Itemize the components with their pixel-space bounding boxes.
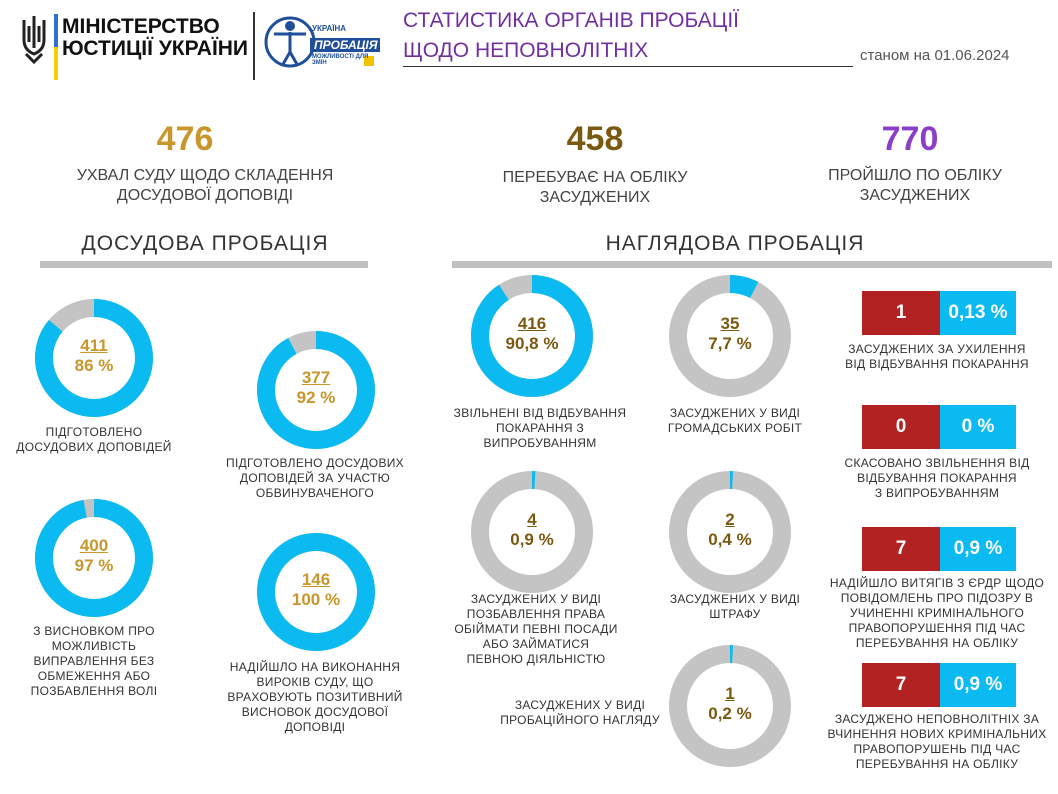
stat-box-count: 7 bbox=[862, 663, 940, 707]
pretrial-donut-percent: 97 % bbox=[74, 556, 114, 575]
supervisory-donut-percent: 0,2 % bbox=[708, 704, 752, 723]
total-registered-caption: ПЕРЕБУВАЄ НА ОБЛІКУ ЗАСУДЖЕНИХ bbox=[502, 169, 688, 206]
supervisory-donut-label-3 bbox=[680, 510, 780, 550]
ministry-name: МІНІСТЕРСТВО ЮСТИЦІЇ УКРАЇНИ bbox=[62, 15, 249, 60]
stat-box-caption-0: ЗАСУДЖЕНИХ ЗА УХИЛЕННЯ ВІД ВІДБУВАННЯ ПОКАРАННЯ bbox=[845, 342, 1029, 371]
probation-logo-l1: УКРАЇНА bbox=[312, 24, 347, 33]
pretrial-donut-caption-2: З ВИСНОВКОМ ПРО МОЖЛИВІСТЬ ВИПРАВЛЕННЯ БЕЗ ОБМЕЖЕННЯ АБО ПОЗБАВЛЕННЯ ВОЛІ bbox=[30, 624, 158, 698]
pretrial-donut-percent: 92 % bbox=[296, 388, 336, 407]
stat-box-1 bbox=[862, 405, 1016, 449]
stat-box-caption-2: НАДІЙШЛО ВИТЯГІВ З ЄРДР ЩОДО ПОВІДОМЛЕНЬ ПРО ПІДОЗРУ В УЧИНЕННІ КРИМІНАЛЬНОГО ПРАВОПОРУШЕННЯ ПІД ЧАС ПЕРЕБУВАННЯ НА ОБЛІКУ bbox=[829, 576, 1045, 650]
supervisory-donut-percent: 0,9 % bbox=[510, 530, 554, 549]
supervisory-donut-label-0 bbox=[482, 314, 582, 354]
supervisory-donut-caption-4: ЗАСУДЖЕНИХ У ВИДІ ПРОБАЦІЙНОГО НАГЛЯДУ bbox=[500, 698, 660, 727]
stat-box-percent: 0,9 % bbox=[940, 527, 1016, 571]
pretrial-donut-caption-0: ПІДГОТОВЛЕНО ДОСУДОВИХ ДОПОВІДЕЙ bbox=[16, 425, 172, 454]
supervisory-donut-caption-0: ЗВІЛЬНЕНІ ВІД ВІДБУВАННЯ ПОКАРАННЯ З ВИПРОБУВАННЯМ bbox=[453, 406, 627, 450]
stat-box-2 bbox=[862, 527, 1016, 571]
flag-stripe bbox=[54, 14, 58, 80]
supervisory-donut-caption-3: ЗАСУДЖЕНИХ У ВИДІ ШТРАФУ bbox=[669, 592, 801, 621]
supervisory-section-title: НАГЛЯДОВА ПРОБАЦІЯ bbox=[605, 232, 865, 255]
supervisory-donut-label-4 bbox=[680, 684, 780, 724]
supervisory-donut-label-1 bbox=[680, 314, 780, 354]
pretrial-section-bar bbox=[40, 261, 368, 268]
stat-box-caption-3: ЗАСУДЖЕНО НЕПОВНОЛІТНІХ ЗА ВЧИНЕННЯ НОВИХ КРИМІНАЛЬНИХ ПРАВОПОРУШЕНЬ ПІД ЧАС ПЕРЕБУВАННЯ НА ОБЛІКУ bbox=[827, 712, 1047, 771]
title-underline bbox=[403, 66, 853, 67]
probation-logo-l3: МОЖЛИВОСТІ ДЛЯ ЗМІН bbox=[312, 54, 369, 66]
supervisory-donut-caption-2: ЗАСУДЖЕНИХ У ВИДІ ПОЗБАВЛЕННЯ ПРАВА ОБІЙМАТИ ПЕВНІ ПОСАДИ АБО ЗАЙМАТИСЯ ПЕВНОЮ ДІЯЛЬНІСТЮ bbox=[454, 592, 618, 666]
page-title: СТАТИСТИКА ОРГАНІВ ПРОБАЦІЇ ЩОДО НЕПОВНОЛІТНІХ bbox=[403, 9, 740, 62]
pretrial-donut-caption-1: ПІДГОТОВЛЕНО ДОСУДОВИХ ДОПОВІДЕЙ ЗА УЧАСТЮ ОБВИНУВАЧЕНОГО bbox=[226, 456, 404, 500]
total-reports-caption: УХВАЛ СУДУ ЩОДО СКЛАДЕННЯ ДОСУДОВОЇ ДОПОВІДІ bbox=[76, 167, 334, 204]
total-reports-value: 476 bbox=[156, 120, 214, 158]
stat-box-percent: 0,9 % bbox=[940, 663, 1016, 707]
stat-box-count: 7 bbox=[862, 527, 940, 571]
supervisory-donut-count: 1 bbox=[725, 684, 735, 703]
total-passed-caption: ПРОЙШЛО ПО ОБЛІКУ ЗАСУДЖЕНИХ bbox=[828, 167, 1002, 204]
header-divider bbox=[253, 12, 255, 80]
stat-box-3 bbox=[862, 663, 1016, 707]
supervisory-donut-percent: 0,4 % bbox=[708, 530, 752, 549]
pretrial-donut-label-1 bbox=[266, 368, 366, 408]
trident-emblem bbox=[18, 14, 50, 66]
pretrial-donut-label-0 bbox=[44, 336, 144, 376]
stat-box-percent: 0 % bbox=[940, 405, 1016, 449]
stat-box-count: 1 bbox=[862, 291, 940, 335]
pretrial-donut-percent: 86 % bbox=[74, 356, 114, 375]
stat-box-percent: 0,13 % bbox=[940, 291, 1016, 335]
pretrial-donut-caption-3: НАДІЙШЛО НА ВИКОНАННЯ ВИРОКІВ СУДУ, ЩО ВРАХОВУЮТЬ ПОЗИТИВНИЙ ВИСНОВОК ДОСУДОВОЇ ДОПОВІДІ bbox=[227, 660, 403, 734]
stat-box-caption-1: СКАСОВАНО ЗВІЛЬНЕННЯ ВІД ВІДБУВАННЯ ПОКАРАННЯ З ВИПРОБУВАННЯМ bbox=[844, 456, 1030, 500]
report-date: станом на 01.06.2024 bbox=[860, 47, 1010, 64]
stat-box-count: 0 bbox=[862, 405, 940, 449]
supervisory-donut-count: 416 bbox=[517, 314, 547, 333]
pretrial-donut-label-3 bbox=[266, 570, 366, 610]
supervisory-donut-percent: 90,8 % bbox=[505, 334, 559, 353]
pretrial-donut-count: 377 bbox=[301, 368, 331, 387]
stat-box-0 bbox=[862, 291, 1016, 335]
supervisory-donut-count: 2 bbox=[725, 510, 735, 529]
pretrial-section-title: ДОСУДОВА ПРОБАЦІЯ bbox=[81, 232, 329, 255]
probation-logo bbox=[264, 12, 384, 72]
supervisory-donut-count: 35 bbox=[720, 314, 740, 333]
pretrial-donut-count: 411 bbox=[80, 336, 108, 355]
pretrial-donut-percent: 100 % bbox=[291, 590, 341, 609]
pretrial-donut-count: 400 bbox=[79, 536, 109, 555]
total-passed-value: 770 bbox=[881, 120, 939, 158]
supervisory-donut-count: 4 bbox=[527, 510, 537, 529]
pretrial-donut-count: 146 bbox=[301, 570, 331, 589]
supervisory-donut-caption-1: ЗАСУДЖЕНИХ У ВИДІ ГРОМАДСЬКИХ РОБІТ bbox=[667, 406, 803, 435]
pretrial-donut-label-2 bbox=[44, 536, 144, 576]
probation-logo-l2: ПРОБАЦІЯ bbox=[314, 38, 378, 52]
total-registered-value: 458 bbox=[566, 120, 624, 158]
supervisory-donut-label-2 bbox=[482, 510, 582, 550]
supervisory-section-bar bbox=[452, 261, 1052, 268]
supervisory-donut-percent: 7,7 % bbox=[708, 334, 752, 353]
